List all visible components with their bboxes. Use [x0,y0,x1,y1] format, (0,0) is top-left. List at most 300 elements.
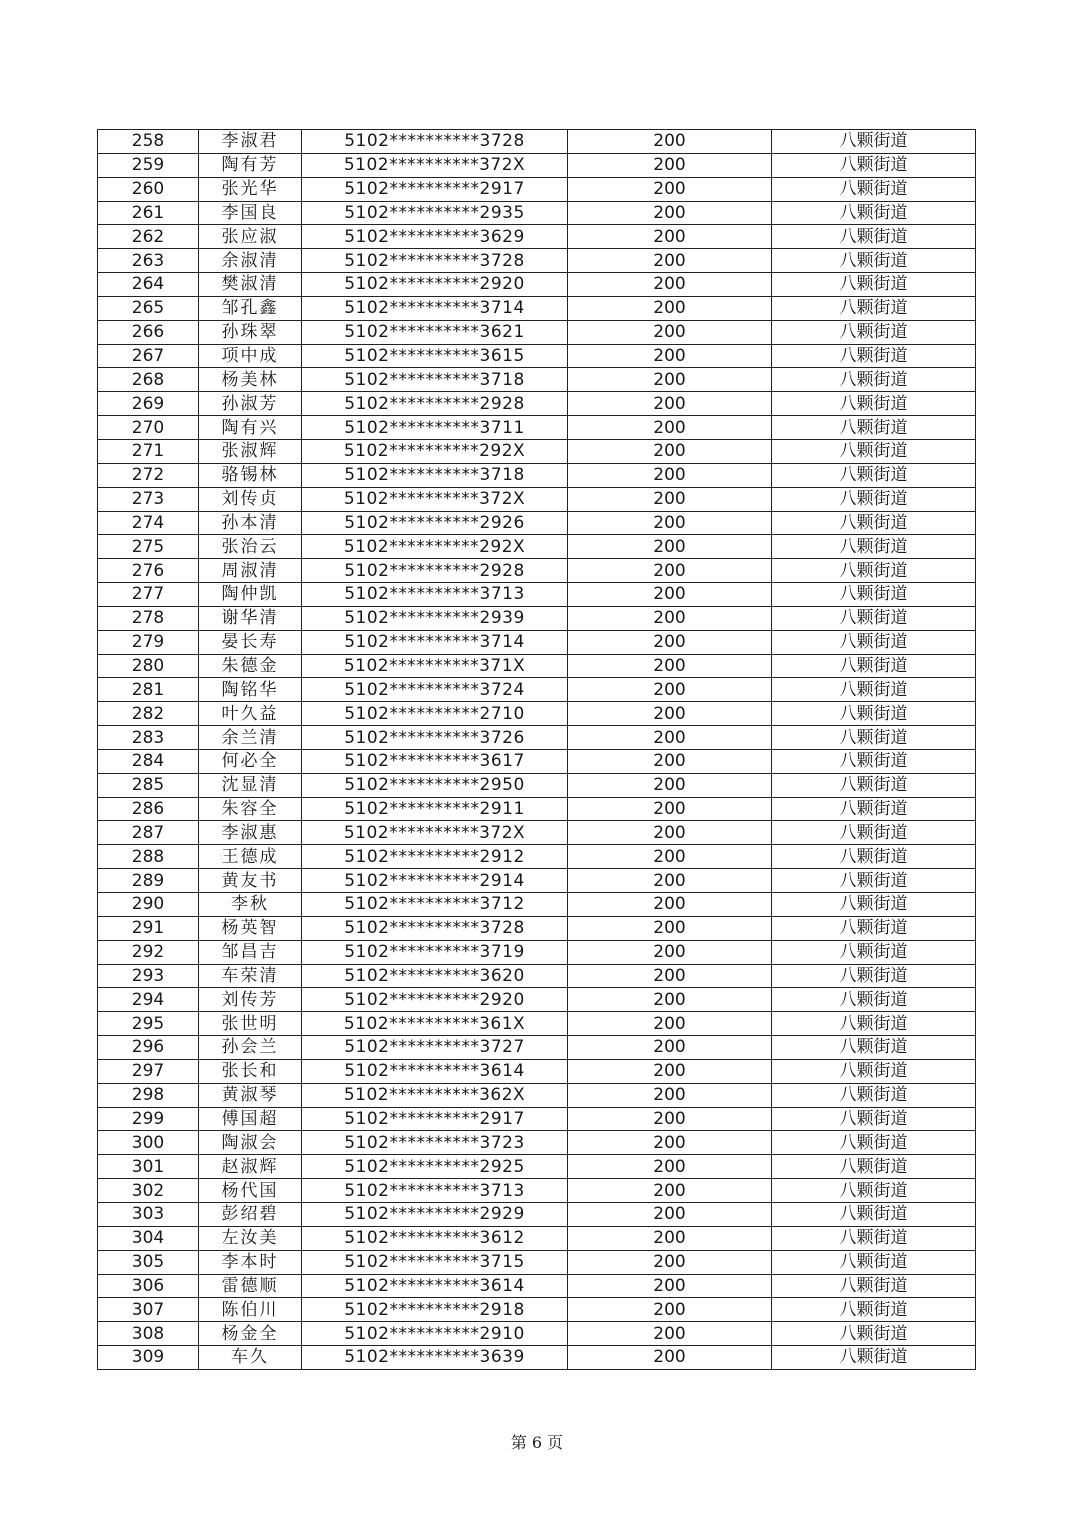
amount-cell: 200 [568,1059,772,1083]
name-cell: 刘传贞 [199,487,302,511]
street-cell: 八颗街道 [772,296,976,320]
street-cell: 八颗街道 [772,583,976,607]
table-row [98,1226,976,1250]
street-cell: 八颗街道 [772,416,976,440]
id-number-cell: 5102**********3620 [302,964,568,988]
amount-cell: 200 [568,988,772,1012]
row-number-cell: 264 [98,273,199,297]
table-row [98,153,976,177]
table-row [98,249,976,273]
id-number-cell: 5102**********2917 [302,177,568,201]
amount-cell: 200 [568,368,772,392]
name-cell: 沈显清 [199,773,302,797]
street-cell: 八颗街道 [772,749,976,773]
id-number-cell: 5102**********3639 [302,1346,568,1370]
name-cell: 李淑君 [199,130,302,154]
row-number-cell: 266 [98,320,199,344]
name-cell: 陶有芳 [199,153,302,177]
id-number-cell: 5102**********2928 [302,392,568,416]
street-cell: 八颗街道 [772,1274,976,1298]
table-row [98,1036,976,1060]
row-number-cell: 294 [98,988,199,1012]
table-row [98,773,976,797]
row-number-cell: 308 [98,1322,199,1346]
id-number-cell: 5102**********3713 [302,583,568,607]
row-number-cell: 298 [98,1083,199,1107]
amount-cell: 200 [568,1012,772,1036]
street-cell: 八颗街道 [772,821,976,845]
id-number-cell: 5102**********2929 [302,1202,568,1226]
row-number-cell: 303 [98,1202,199,1226]
street-cell: 八颗街道 [772,702,976,726]
row-number-cell: 282 [98,702,199,726]
amount-cell: 200 [568,1250,772,1274]
table-row [98,940,976,964]
id-number-cell: 5102**********3615 [302,344,568,368]
table-row [98,559,976,583]
table-row [98,702,976,726]
amount-cell: 200 [568,320,772,344]
id-number-cell: 5102**********3714 [302,296,568,320]
street-cell: 八颗街道 [772,654,976,678]
row-number-cell: 300 [98,1131,199,1155]
street-cell: 八颗街道 [772,1036,976,1060]
amount-cell: 200 [568,702,772,726]
name-cell: 彭绍碧 [199,1202,302,1226]
name-cell: 黄淑琴 [199,1083,302,1107]
row-number-cell: 289 [98,869,199,893]
amount-cell: 200 [568,487,772,511]
amount-cell: 200 [568,1322,772,1346]
table-row [98,1083,976,1107]
name-cell: 李国良 [199,201,302,225]
id-number-cell: 5102**********3713 [302,1179,568,1203]
id-number-cell: 5102**********372X [302,487,568,511]
row-number-cell: 281 [98,678,199,702]
amount-cell: 200 [568,1274,772,1298]
row-number-cell: 272 [98,463,199,487]
amount-cell: 200 [568,893,772,917]
amount-cell: 200 [568,392,772,416]
table-row [98,1012,976,1036]
table-row [98,1298,976,1322]
row-number-cell: 293 [98,964,199,988]
table-row [98,845,976,869]
name-cell: 左汝美 [199,1226,302,1250]
name-cell: 邹孔鑫 [199,296,302,320]
table-row [98,797,976,821]
amount-cell: 200 [568,1131,772,1155]
name-cell: 杨英智 [199,916,302,940]
table-row [98,964,976,988]
amount-cell: 200 [568,1083,772,1107]
table-row [98,416,976,440]
table-row [98,130,976,154]
table-row [98,583,976,607]
name-cell: 李淑惠 [199,821,302,845]
id-number-cell: 5102**********3728 [302,249,568,273]
row-number-cell: 269 [98,392,199,416]
id-number-cell: 5102**********3724 [302,678,568,702]
table-row [98,487,976,511]
name-cell: 何必全 [199,749,302,773]
table-row [98,726,976,750]
table-row [98,916,976,940]
amount-cell: 200 [568,1107,772,1131]
street-cell: 八颗街道 [772,893,976,917]
table-row [98,535,976,559]
street-cell: 八颗街道 [772,678,976,702]
id-number-cell: 5102**********3718 [302,368,568,392]
row-number-cell: 283 [98,726,199,750]
row-number-cell: 279 [98,630,199,654]
street-cell: 八颗街道 [772,511,976,535]
id-number-cell: 5102**********3715 [302,1250,568,1274]
street-cell: 八颗街道 [772,916,976,940]
name-cell: 樊淑清 [199,273,302,297]
amount-cell: 200 [568,130,772,154]
name-cell: 孙本清 [199,511,302,535]
street-cell: 八颗街道 [772,630,976,654]
table-row [98,654,976,678]
table-row [98,1179,976,1203]
street-cell: 八颗街道 [772,1322,976,1346]
amount-cell: 200 [568,153,772,177]
street-cell: 八颗街道 [772,1107,976,1131]
table-row [98,320,976,344]
street-cell: 八颗街道 [772,439,976,463]
id-number-cell: 5102**********2914 [302,869,568,893]
street-cell: 八颗街道 [772,535,976,559]
amount-cell: 200 [568,749,772,773]
id-number-cell: 5102**********3728 [302,130,568,154]
amount-cell: 200 [568,869,772,893]
row-number-cell: 299 [98,1107,199,1131]
name-cell: 杨代国 [199,1179,302,1203]
id-number-cell: 5102**********2928 [302,559,568,583]
id-number-cell: 5102**********2925 [302,1155,568,1179]
name-cell: 赵淑辉 [199,1155,302,1179]
amount-cell: 200 [568,583,772,607]
row-number-cell: 270 [98,416,199,440]
street-cell: 八颗街道 [772,726,976,750]
row-number-cell: 286 [98,797,199,821]
row-number-cell: 301 [98,1155,199,1179]
amount-cell: 200 [568,1036,772,1060]
row-number-cell: 275 [98,535,199,559]
street-cell: 八颗街道 [772,463,976,487]
name-cell: 骆锡林 [199,463,302,487]
id-number-cell: 5102**********3726 [302,726,568,750]
street-cell: 八颗街道 [772,153,976,177]
id-number-cell: 5102**********372X [302,821,568,845]
street-cell: 八颗街道 [772,320,976,344]
name-cell: 车久 [199,1346,302,1370]
street-cell: 八颗街道 [772,1131,976,1155]
name-cell: 李秋 [199,893,302,917]
amount-cell: 200 [568,797,772,821]
id-number-cell: 5102**********2926 [302,511,568,535]
name-cell: 朱德金 [199,654,302,678]
id-number-cell: 5102**********3718 [302,463,568,487]
id-number-cell: 5102**********2910 [302,1322,568,1346]
amount-cell: 200 [568,1346,772,1370]
row-number-cell: 304 [98,1226,199,1250]
street-cell: 八颗街道 [772,1298,976,1322]
id-number-cell: 5102**********2911 [302,797,568,821]
street-cell: 八颗街道 [772,773,976,797]
id-number-cell: 5102**********3629 [302,225,568,249]
id-number-cell: 5102**********2939 [302,606,568,630]
row-number-cell: 291 [98,916,199,940]
row-number-cell: 258 [98,130,199,154]
row-number-cell: 277 [98,583,199,607]
row-number-cell: 307 [98,1298,199,1322]
street-cell: 八颗街道 [772,940,976,964]
name-cell: 刘传芳 [199,988,302,1012]
row-number-cell: 267 [98,344,199,368]
street-cell: 八颗街道 [772,964,976,988]
amount-cell: 200 [568,1298,772,1322]
street-cell: 八颗街道 [772,130,976,154]
table-row [98,273,976,297]
street-cell: 八颗街道 [772,201,976,225]
street-cell: 八颗街道 [772,559,976,583]
street-cell: 八颗街道 [772,1012,976,1036]
street-cell: 八颗街道 [772,1226,976,1250]
amount-cell: 200 [568,1155,772,1179]
row-number-cell: 290 [98,893,199,917]
table-row [98,1155,976,1179]
amount-cell: 200 [568,416,772,440]
row-number-cell: 296 [98,1036,199,1060]
amount-cell: 200 [568,273,772,297]
id-number-cell: 5102**********2917 [302,1107,568,1131]
amount-cell: 200 [568,1202,772,1226]
row-number-cell: 302 [98,1179,199,1203]
row-number-cell: 280 [98,654,199,678]
amount-cell: 200 [568,559,772,583]
table-row [98,1107,976,1131]
table-row [98,893,976,917]
name-cell: 朱容全 [199,797,302,821]
name-cell: 余淑清 [199,249,302,273]
amount-cell: 200 [568,439,772,463]
table-row [98,344,976,368]
amount-cell: 200 [568,1226,772,1250]
table-row [98,177,976,201]
row-number-cell: 278 [98,606,199,630]
id-number-cell: 5102**********2912 [302,845,568,869]
street-cell: 八颗街道 [772,249,976,273]
street-cell: 八颗街道 [772,392,976,416]
table-row [98,201,976,225]
street-cell: 八颗街道 [772,487,976,511]
name-cell: 周淑清 [199,559,302,583]
row-number-cell: 295 [98,1012,199,1036]
row-number-cell: 273 [98,487,199,511]
amount-cell: 200 [568,511,772,535]
id-number-cell: 5102**********3617 [302,749,568,773]
id-number-cell: 5102**********3712 [302,893,568,917]
name-cell: 黄友书 [199,869,302,893]
name-cell: 谢华清 [199,606,302,630]
name-cell: 陶淑会 [199,1131,302,1155]
table-row [98,1274,976,1298]
row-number-cell: 261 [98,201,199,225]
table-row [98,368,976,392]
row-number-cell: 274 [98,511,199,535]
id-number-cell: 5102**********3614 [302,1059,568,1083]
name-cell: 陈伯川 [199,1298,302,1322]
row-number-cell: 287 [98,821,199,845]
name-cell: 晏长寿 [199,630,302,654]
amount-cell: 200 [568,845,772,869]
name-cell: 项中成 [199,344,302,368]
name-cell: 孙珠翠 [199,320,302,344]
id-number-cell: 5102**********2710 [302,702,568,726]
row-number-cell: 271 [98,439,199,463]
table-row [98,1059,976,1083]
id-number-cell: 5102**********2935 [302,201,568,225]
id-number-cell: 5102**********371X [302,654,568,678]
amount-cell: 200 [568,821,772,845]
amount-cell: 200 [568,296,772,320]
id-number-cell: 5102**********362X [302,1083,568,1107]
row-number-cell: 259 [98,153,199,177]
row-number-cell: 306 [98,1274,199,1298]
name-cell: 陶有兴 [199,416,302,440]
name-cell: 杨美林 [199,368,302,392]
street-cell: 八颗街道 [772,988,976,1012]
street-cell: 八颗街道 [772,1155,976,1179]
table-row [98,869,976,893]
name-cell: 杨金全 [199,1322,302,1346]
amount-cell: 200 [568,654,772,678]
name-cell: 车荣清 [199,964,302,988]
table-row [98,439,976,463]
amount-cell: 200 [568,964,772,988]
id-number-cell: 5102**********3714 [302,630,568,654]
id-number-cell: 5102**********2918 [302,1298,568,1322]
name-cell: 王德成 [199,845,302,869]
amount-cell: 200 [568,916,772,940]
name-cell: 张光华 [199,177,302,201]
name-cell: 雷德顺 [199,1274,302,1298]
id-number-cell: 5102**********2950 [302,773,568,797]
row-number-cell: 285 [98,773,199,797]
row-number-cell: 297 [98,1059,199,1083]
page-number: 第 6 页 [510,1433,564,1452]
id-number-cell: 5102**********292X [302,535,568,559]
name-cell: 孙会兰 [199,1036,302,1060]
street-cell: 八颗街道 [772,225,976,249]
row-number-cell: 292 [98,940,199,964]
table-row [98,392,976,416]
name-cell: 叶久益 [199,702,302,726]
table-row [98,821,976,845]
amount-cell: 200 [568,201,772,225]
street-cell: 八颗街道 [772,1346,976,1370]
amount-cell: 200 [568,225,772,249]
street-cell: 八颗街道 [772,606,976,630]
street-cell: 八颗街道 [772,869,976,893]
id-number-cell: 5102**********3727 [302,1036,568,1060]
id-number-cell: 5102**********3614 [302,1274,568,1298]
name-cell: 陶仲凯 [199,583,302,607]
table-row [98,988,976,1012]
street-cell: 八颗街道 [772,344,976,368]
row-number-cell: 260 [98,177,199,201]
street-cell: 八颗街道 [772,1179,976,1203]
name-cell: 陶铭华 [199,678,302,702]
table-row [98,678,976,702]
street-cell: 八颗街道 [772,1059,976,1083]
street-cell: 八颗街道 [772,273,976,297]
table-row [98,1250,976,1274]
row-number-cell: 268 [98,368,199,392]
name-cell: 李本时 [199,1250,302,1274]
amount-cell: 200 [568,678,772,702]
row-number-cell: 309 [98,1346,199,1370]
id-number-cell: 5102**********3728 [302,916,568,940]
street-cell: 八颗街道 [772,797,976,821]
name-cell: 傅国超 [199,1107,302,1131]
table-row [98,463,976,487]
row-number-cell: 288 [98,845,199,869]
id-number-cell: 5102**********3612 [302,1226,568,1250]
table-row [98,1131,976,1155]
table-row [98,225,976,249]
id-number-cell: 5102**********372X [302,153,568,177]
street-cell: 八颗街道 [772,1202,976,1226]
name-cell: 张世明 [199,1012,302,1036]
amount-cell: 200 [568,773,772,797]
name-cell: 张应淑 [199,225,302,249]
amount-cell: 200 [568,1179,772,1203]
id-number-cell: 5102**********3621 [302,320,568,344]
id-number-cell: 5102**********361X [302,1012,568,1036]
name-cell: 张治云 [199,535,302,559]
id-number-cell: 5102**********3719 [302,940,568,964]
amount-cell: 200 [568,177,772,201]
id-number-cell: 5102**********292X [302,439,568,463]
id-number-cell: 5102**********2920 [302,988,568,1012]
amount-cell: 200 [568,344,772,368]
amount-cell: 200 [568,463,772,487]
subsidy-table [97,129,976,1370]
table-body [98,130,976,1370]
amount-cell: 200 [568,630,772,654]
name-cell: 余兰清 [199,726,302,750]
table-row [98,1202,976,1226]
name-cell: 张淑辉 [199,439,302,463]
street-cell: 八颗街道 [772,368,976,392]
amount-cell: 200 [568,535,772,559]
table-row [98,296,976,320]
street-cell: 八颗街道 [772,1250,976,1274]
street-cell: 八颗街道 [772,845,976,869]
id-number-cell: 5102**********3711 [302,416,568,440]
id-number-cell: 5102**********3723 [302,1131,568,1155]
row-number-cell: 265 [98,296,199,320]
name-cell: 邹昌吉 [199,940,302,964]
street-cell: 八颗街道 [772,177,976,201]
amount-cell: 200 [568,726,772,750]
row-number-cell: 276 [98,559,199,583]
name-cell: 孙淑芳 [199,392,302,416]
table-row [98,1322,976,1346]
